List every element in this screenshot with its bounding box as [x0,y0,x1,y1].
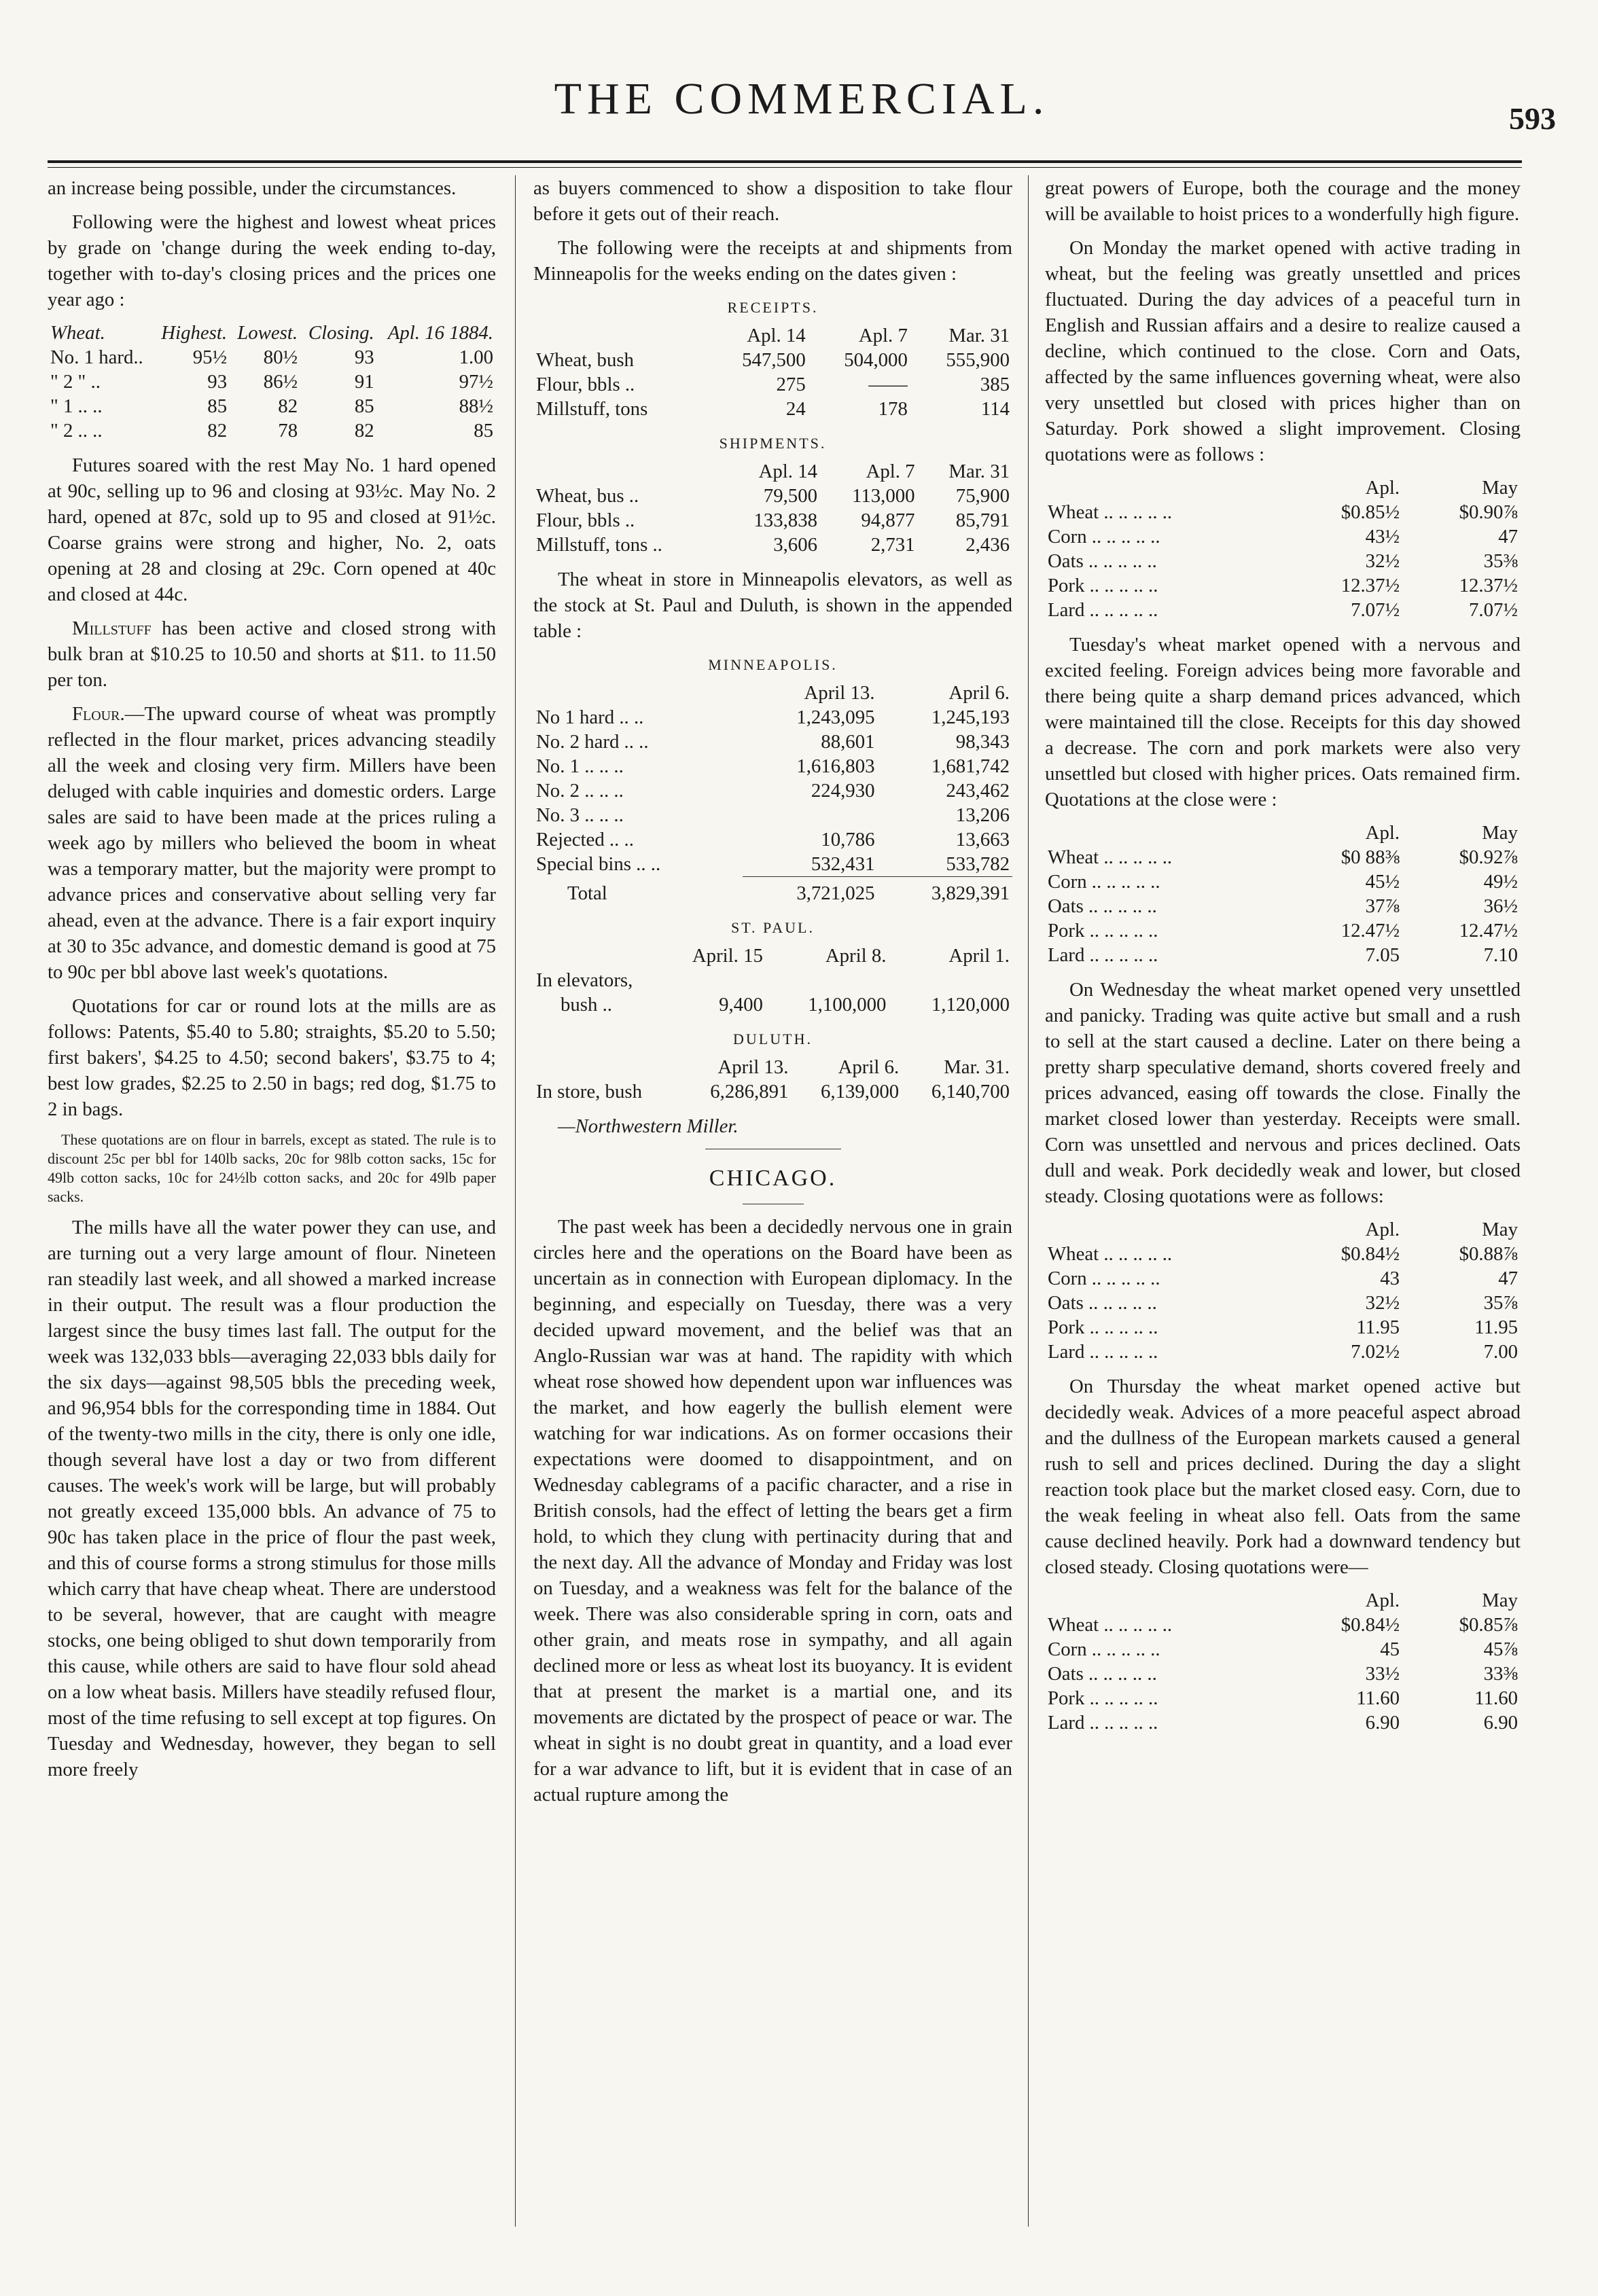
table-cell: 6,140,700 [931,1081,1010,1102]
table-cell: In elevators, [536,969,633,991]
table-cell [743,803,877,827]
table-cell: No. 2 hard .. .. [536,731,649,753]
table-row [533,827,1012,852]
table-cell: 13,663 [955,829,1010,850]
table-cell [1045,1217,1284,1242]
table-cell: 79,500 [763,485,817,507]
duluth-table [533,1055,1012,1104]
paragraph: Futures soared with the rest May No. 1 hard opened at 90c, selling up to 96 and closing at 93½c. May No. 2 hard, opened at 87c, sold up to 95 and closed at 91½c. Coarse grains were strong and higher, No. 2, oats opening at 28 and closing at 29c. Corn opened at 40c and closed at 44c. [48,454,496,605]
table-cell: April 6. [838,1056,900,1078]
table-cell: Lard .. .. .. .. .. [1048,1712,1158,1734]
table-cell: May [1482,477,1518,499]
paragraph-text: has been active and closed strong with bulk bran at $10.25 to 10.50 and shorts at $11. to 11.50 per ton. [48,617,496,691]
table-cell: 133,838 [753,509,817,531]
table-header-row [533,1055,1012,1079]
quotations-table-wednesday [1045,1217,1521,1364]
table-cell: 6,286,891 [710,1081,789,1102]
table-cell: 1,616,803 [796,755,875,777]
table-cell: No. 3 .. .. .. [536,804,624,826]
table-cell: Apl. [1365,822,1400,844]
table-cell: 35⅜ [1483,550,1518,572]
table-total-row [533,877,1012,906]
table-row [1045,1686,1521,1710]
table-cell: 10,786 [821,829,875,850]
table-cell: 85,791 [955,509,1010,531]
table-cell: 6.90 [1483,1712,1518,1734]
paragraph: an increase being possible, under the circumstances. [48,177,457,199]
table-cell: Millstuff, tons [536,398,648,420]
section-lead: Flour. [72,703,125,725]
table-cell: Pork .. .. .. .. .. [1048,920,1158,941]
table-cell: 45⅞ [1483,1638,1518,1660]
table-cell: Apl. 14 [747,325,806,346]
table-cell: 11.60 [1474,1687,1518,1709]
table-cell: 504,000 [844,349,908,371]
table-row [533,992,1012,1017]
table-cell: April 13. [717,1056,789,1078]
table-cell [1045,1588,1284,1613]
table-cell: 114 [980,398,1010,420]
table-row [1045,869,1521,894]
quotations-table-tuesday [1045,821,1521,967]
table-row [533,778,1012,803]
table-cell [1045,821,1284,845]
table-cell: " 2 " .. [50,371,101,393]
table-cell: 35⅞ [1483,1292,1518,1314]
paragraph: as buyers commenced to show a disposition to take flour before it gets out of their reach. [533,177,1012,225]
table-cell: 85 [474,420,493,442]
table-cell: April 1. [948,945,1010,967]
minneapolis-table [533,681,1012,905]
table-row [533,852,1012,877]
table-cell: 82 [278,395,298,417]
table-row [1045,1291,1521,1315]
table-row [1045,549,1521,573]
table-cell: 32½ [1365,1292,1400,1314]
table-cell: $0.84½ [1340,1243,1400,1265]
table-cell: 1,100,000 [808,994,887,1016]
table-cell: 93 [207,371,228,393]
table-cell: Wheat, bus .. [536,485,639,507]
table-cell: Total [567,882,607,904]
quotations-table-thursday [1045,1588,1521,1735]
table-row [1045,1613,1521,1637]
table-cell: 33½ [1365,1663,1400,1685]
table-header-row [1045,821,1521,845]
table-cell: April 8. [825,945,887,967]
table-header-row [533,459,1012,484]
table-cell: 95½ [192,346,228,368]
table-row [48,418,496,443]
table-cell: 6,139,000 [821,1081,900,1102]
paragraph: The following were the receipts at and shipments from Minneapolis for the weeks ending on the dates given : [533,237,1012,285]
table-cell: 7.10 [1483,944,1518,966]
quotations-table-monday [1045,476,1521,622]
masthead [41,14,1563,149]
column-3 [1045,175,1521,1744]
table-cell: 1,245,193 [931,706,1010,728]
table-title: MINNEAPOLIS. [708,656,838,673]
table-cell: bush .. [561,994,612,1016]
table-cell: Mar. 31 [948,325,1010,346]
column-2 [533,175,1012,1816]
table-cell: Apl. [1365,1219,1400,1240]
table-row [1045,845,1521,869]
table-cell: Pork .. .. .. .. .. [1048,1316,1158,1338]
table-row [1045,524,1521,549]
table-cell: 7.07½ [1469,599,1518,621]
table-row [1045,918,1521,943]
table-cell: Flour, bbls .. [536,509,635,531]
table-row [1045,1266,1521,1291]
paragraph: The mills have all the water power they can use, and are turning out a very large amount of flour. Nineteen ran steadily last week, and all showed a marked increase in their output. The result was a flour production the largest since the busy times last fall. The output for the week was 132,033 bbls—averaging 22,033 bbls daily for the six days—against 98,505 bbls the preceding week, and 96,954 bbls for the corresponding time in 1884. Out of the twenty-two mills in the city, there is only one idle, though several have lost a day or two from different causes. The week's work will be large, but will probably not greatly exceed 135,000 bbls. An advance of 75 to 90c has taken place in the price of flour the past week, and this of course forms a strong stimulus for those mills which carry that have cheap wheat. There are understood to be several, however, that are caught with meagre stocks, one being obliged to shut down temporarily from this cause, while others are said to have flour sold ahead on a low wheat basis. Millers have steadily refused flour, most of the time refusing to sell except at top figures. On Tuesday and Wednesday, however, they began to sell more freely [48,1217,496,1780]
table-cell: Oats .. .. .. .. .. [1048,895,1157,917]
table-row [48,370,496,394]
paragraph: On Monday the market opened with active trading in wheat, but the feeling was greatly unsettled and prices fluctuated. During the day advices of a peaceful turn in English and Russian affairs and a desire to realize caused a decline, which continued to the close. Corn and Oats, affected by the same influences governing wheat, were also very unsettled but closed with prices higher than on Saturday. Pork showed a slight improvement. Closing quotations were as follows : [1045,237,1521,465]
table-header-row [533,944,1012,968]
table-row [533,397,1012,421]
table-cell: Apl. [1365,1590,1400,1611]
table-cell: 11.95 [1356,1316,1400,1338]
table-cell: 11.95 [1474,1316,1518,1338]
table-cell: 80½ [263,346,298,368]
table-cell: 85 [207,395,228,417]
table-cell: Pork .. .. .. .. .. [1048,575,1158,596]
table-cell: April. 15 [692,945,763,967]
table-cell: 43 [1380,1268,1400,1289]
table-cell: Lard .. .. .. .. .. [1048,599,1158,621]
table-cell: Oats .. .. .. .. .. [1048,1292,1157,1314]
receipts-table [533,323,1012,421]
table-header-row [1045,1588,1521,1613]
column-1 [48,175,496,1791]
table-cell: 97½ [459,371,493,393]
table-title: DULUTH. [733,1030,813,1047]
table-cell: 12.37½ [1340,575,1400,596]
table-cell: Apl. 14 [758,461,817,482]
paragraph: Following were the highest and lowest wheat prices by grade on 'change during the week ending to-day, together with to-day's closing prices and the prices one year ago : [48,211,496,310]
table-header-row [533,681,1012,705]
table-cell: Wheat .. .. .. .. .. [1048,1243,1173,1265]
table-cell: 178 [878,398,908,420]
column-divider [515,175,516,2227]
table-cell: 86½ [263,371,298,393]
table-cell: 82 [354,420,374,442]
paragraph-text: —The upward course of wheat was promptly reflected in the flour market, prices advancing steadily all the week and closing very firm. Millers have been deluged with cable inquiries and domestic orders. Large sales are said to have been made at the prices ruling a week ago by millers who believed the boom in wheat was a temporary matter, but the majority were prompt to advance prices and conservative about selling very far ahead, even at the advance. There is a fair export inquiry at 30 to 35c advance, and domestic demand is good at 75 to 90c per bbl above last week's quotations. [48,703,496,983]
table-cell: 12.47½ [1340,920,1400,941]
table-title: SHIPMENTS. [719,435,827,452]
table-cell: 12.37½ [1459,575,1518,596]
table-cell: 3,606 [773,534,817,556]
table-cell: 243,462 [946,780,1010,802]
table-row [533,968,1012,992]
table-cell: " 2 .. .. [50,420,103,442]
table-cell: 1.00 [459,346,493,368]
page-number: 593 [1509,101,1556,136]
table-cell: 88,601 [821,731,875,753]
table-cell: Wheat. [50,322,105,344]
table-cell: 13,206 [955,804,1010,826]
paragraph [48,701,496,985]
paragraph [48,615,496,693]
table-cell: 47 [1498,1268,1518,1289]
table-cell: 36½ [1483,895,1518,917]
table-cell: 533,782 [946,853,1010,875]
table-cell: Wheat .. .. .. .. .. [1048,1614,1173,1636]
header-rule-thin [48,167,1522,168]
table-cell: Corn .. .. .. .. .. [1048,1638,1160,1660]
table-cell: 3,829,391 [878,877,1013,906]
table-cell: $0.85½ [1340,501,1400,523]
table-cell: 88½ [459,395,493,417]
table-cell: Lard .. .. .. .. .. [1048,944,1158,966]
table-row [48,394,496,418]
table-cell: 94,877 [861,509,915,531]
table-cell: 47 [1498,526,1518,548]
table-cell: —— [868,374,908,395]
table-cell: 224,930 [811,780,875,802]
table-cell: 93 [354,346,374,368]
table-cell: No 1 hard .. .. [536,706,644,728]
table-cell: Corn .. .. .. .. .. [1048,1268,1160,1289]
table-row [1045,598,1521,622]
table-cell: 547,500 [742,349,806,371]
table-cell: 91 [354,371,374,393]
table-cell: Pork .. .. .. .. .. [1048,1687,1158,1709]
table-row [1045,1710,1521,1735]
table-cell: Mar. 31. [944,1056,1010,1078]
table-cell: 45½ [1365,871,1400,893]
table-cell: Oats .. .. .. .. .. [1048,550,1157,572]
table-cell: Apl. 16 1884. [387,322,493,344]
table-cell: 1,120,000 [931,994,1010,1016]
table-cell [533,944,654,968]
table-cell: Apl. [1365,477,1400,499]
header-rule [48,160,1522,163]
table-row [1045,1315,1521,1340]
table-row [533,508,1012,533]
table-cell: 532,431 [811,853,875,875]
table-cell: 3,721,025 [743,877,877,906]
table-row [1045,500,1521,524]
table-cell: April 13. [804,682,875,704]
table-cell: " 1 .. .. [50,395,103,417]
table-title: RECEIPTS. [727,299,819,316]
table-cell: 113,000 [852,485,915,507]
paragraph: On Wednesday the wheat market opened very unsettled and panicky. Trading was quite active but small and a rush to sell at the start caused a decline. Later on there being a pretty sharp speculative demand, shorts covered freely and prices advanced, easing off towards the close. Finally the market closed lower than yesterday. Receipts were small. Corn was unsettled and nervous and prices declined. Oats dull and weak. Pork decidedly weak and lower, but closed steady. Closing quotations were as follows: [1045,979,1521,1207]
table-cell: 78 [278,420,298,442]
table-cell: Wheat, bush [536,349,634,371]
wheat-price-table [48,321,496,443]
table-cell: 555,900 [946,349,1010,371]
table-cell: Lowest. [237,322,298,344]
table-cell: Lard .. .. .. .. .. [1048,1341,1158,1363]
table-cell: 9,400 [719,994,763,1016]
table-cell: 85 [354,395,374,417]
table-cell: No. 1 hard.. [50,346,143,368]
table-header-row [533,323,1012,348]
table-cell [533,323,707,348]
table-cell: 49½ [1483,871,1518,893]
table-cell: Highest. [161,322,228,344]
section-heading: CHICAGO. [709,1166,837,1191]
table-cell: Oats .. .. .. .. .. [1048,1663,1157,1685]
table-cell: 2,436 [965,534,1010,556]
table-cell: 45 [1380,1638,1400,1660]
table-cell: Wheat .. .. .. .. .. [1048,846,1173,868]
table-cell: 7.02½ [1351,1341,1400,1363]
paragraph: great powers of Europe, both the courage and the money will be available to hoist prices to a wonderfully high figure. [1045,177,1521,225]
table-cell: Millstuff, tons .. [536,534,662,556]
table-cell: 82 [207,420,228,442]
table-row [1045,1242,1521,1266]
table-cell: 275 [776,374,806,395]
table-cell: Apl. 7 [858,325,908,346]
table-cell: 43½ [1365,526,1400,548]
table-cell [533,1055,681,1079]
table-cell [1045,476,1284,500]
table-row [533,1079,1012,1104]
table-row [48,345,496,370]
table-cell: May [1482,1590,1518,1611]
shipments-table [533,459,1012,557]
table-row [533,348,1012,372]
table-cell [533,459,722,484]
paragraph: Quotations for car or round lots at the mills are as follows: Patents, $5.40 to 5.80; straights, $5.20 to 5.50; first bakers', $4.25 to 4.50; second bakers', $3.75 to 4; best low grades, $2.25 to 2.50 in bags; red dog, $1.75 to 2 in bags. [48,995,496,1120]
footnote [48,1130,496,1206]
table-cell: May [1482,1219,1518,1240]
table-cell: In store, bush [536,1081,642,1102]
table-header-row [1045,1217,1521,1242]
table-cell: Rejected .. .. [536,829,634,850]
table-cell: Flour, bbls .. [536,374,635,395]
source-credit: —Northwestern Miller. [558,1115,739,1137]
table-row [1045,1662,1521,1686]
table-cell: Wheat .. .. .. .. .. [1048,501,1173,523]
table-row [533,754,1012,778]
table-cell: 1,681,742 [931,755,1010,777]
table-cell: 385 [980,374,1010,395]
table-cell: 75,900 [955,485,1010,507]
table-header-row [1045,476,1521,500]
table-title: ST. PAUL. [731,919,815,936]
table-row [1045,573,1521,598]
table-cell: $0.92⅞ [1459,846,1518,868]
table-row [533,730,1012,754]
table-cell: 1,243,095 [796,706,875,728]
table-cell: Mar. 31 [948,461,1010,482]
table-row [533,484,1012,508]
table-header-row [48,321,496,345]
table-cell: 7.05 [1365,944,1400,966]
newspaper-title: THE COMMERCIAL. [554,74,1050,124]
section-lead: Millstuff [72,617,152,639]
table-row [533,372,1012,397]
table-row [533,533,1012,557]
table-cell: 33⅜ [1483,1663,1518,1685]
footnote-text: These quotations are on flour in barrels, except as stated. The rule is to discount 25c per bbl for 140lb sacks, 20c for 98lb cotton sacks, 15c for 49lb cotton sacks, 10c for 24½lb cotton sacks, and 20c for 49lb paper sacks. [48,1131,496,1205]
table-cell: 12.47½ [1459,920,1518,941]
table-cell: No. 1 .. .. .. [536,755,624,777]
st-paul-table [533,944,1012,1017]
table-cell: 32½ [1365,550,1400,572]
table-cell: 2,731 [870,534,915,556]
table-cell: $0.84½ [1340,1614,1400,1636]
table-cell: 24 [785,398,806,420]
table-row [1045,1340,1521,1364]
table-cell: 98,343 [955,731,1010,753]
paragraph: The wheat in store in Minneapolis elevators, as well as the stock at St. Paul and Duluth, is shown in the appended table : [533,569,1012,642]
paragraph: The past week has been a decidedly nervous one in grain circles here and the operations on the Board have been as uncertain as in connection with European diplomacy. In the beginning, and especially on Tuesday, there was a very decided upward movement, and the belief was that an Anglo-Russian war was at hand. The rapidity with which wheat rose showed how dependent upon war influences was the market, and how eagerly the bullish element were watching for war indications. As on former occasions their expectations were doomed to disappointment, and on Wednesday cablegrams of a pacific character, and a rise in British consols, had the effect of letting the bears get a firm hold, to which they clung with pertinacity during that and the next day. All the advance of Monday and Friday was lost on Tuesday, and a weakness was felt for the balance of the week. There was also considerable spring in corn, oats and other grain, and meats rose in sympathy, and all again declined more or less as wheat lost its buoyancy. It is evident that at present the market is a martial one, and its movements are dictated by the prospect of peace or war. The wheat in sight is no doubt great in quantity, and a load ever for a war advance to lift, but it is evident that in case of an actual rupture among the [533,1216,1012,1806]
table-cell: 7.07½ [1351,599,1400,621]
table-cell: May [1482,822,1518,844]
table-cell: No. 2 .. .. .. [536,780,624,802]
table-cell: Apl. 7 [866,461,915,482]
table-cell [533,681,743,705]
paragraph: On Thursday the wheat market opened active but decidedly weak. Advices of a more peaceful aspect abroad and the dullness of the European markets caused a general rush to sell and prices declined. During the day a slight reaction took place but the market closed easy. Corn, due to the weak feeling in wheat also fell. Oats from the same cause declined heavily. Pork had a downward tendency but closed steady. Closing quotations were— [1045,1376,1521,1578]
table-row [533,803,1012,827]
table-row [1045,943,1521,967]
table-cell: Corn .. .. .. .. .. [1048,871,1160,893]
table-cell: $0.90⅞ [1459,501,1518,523]
table-cell: Special bins .. .. [536,853,661,876]
table-row [1045,1637,1521,1662]
table-cell: 11.60 [1356,1687,1400,1709]
column-divider [1028,175,1029,2227]
table-cell: 37⅞ [1365,895,1400,917]
table-cell: Closing. [308,322,374,344]
table-cell: $0 88⅜ [1340,846,1400,868]
table-cell: $0.85⅞ [1459,1614,1518,1636]
table-row [533,705,1012,730]
table-row [1045,894,1521,918]
table-cell: $0.88⅞ [1459,1243,1518,1265]
table-cell: 7.00 [1483,1341,1518,1363]
paragraph: Tuesday's wheat market opened with a nervous and excited feeling. Foreign advices being more favorable and there being quite a sharp demand prices advanced, which were maintained till the close. Receipts for this day showed a decrease. The corn and pork markets were also very unsettled but closed with higher prices. Oats remained firm. Quotations at the close were : [1045,634,1521,810]
table-cell: Corn .. .. .. .. .. [1048,526,1160,548]
table-cell: April 6. [948,682,1010,704]
table-cell: 6.90 [1365,1712,1400,1734]
